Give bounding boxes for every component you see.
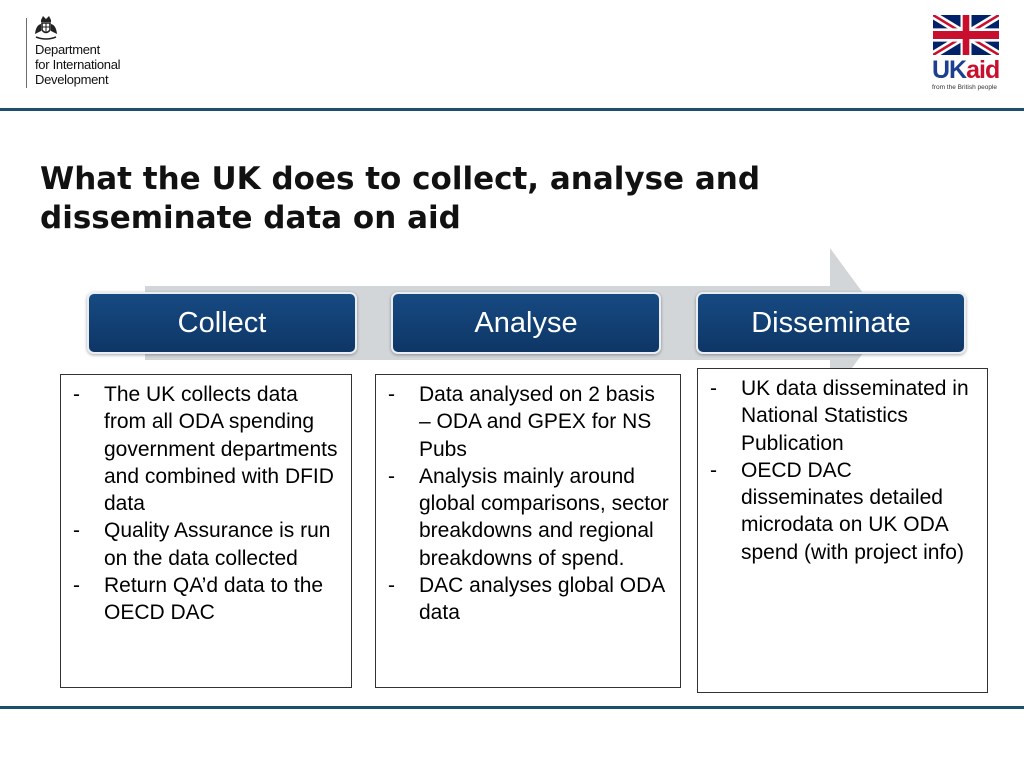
stage-collect: Collect: [87, 292, 357, 354]
bullet-item: - Return QA’d data to the OECD DAC: [71, 572, 343, 627]
footer-divider: [0, 706, 1024, 709]
slide-title-line-2: disseminate data on aid: [40, 200, 461, 236]
ukaid-tagline: from the British people: [932, 84, 998, 91]
collect-details: [60, 374, 352, 688]
bullet-item: - OECD DAC disseminates detailed microdata on UK ODA spend (with project info): [708, 457, 979, 566]
bullet-item: - Quality Assurance is run on the data collected: [71, 517, 343, 572]
stage-disseminate: Disseminate: [696, 292, 966, 354]
slide-title-line-1: What the UK does to collect, analyse and: [40, 161, 761, 197]
dfid-logo: [26, 14, 166, 94]
royal-crest-icon: [32, 14, 60, 42]
disseminate-bullet-list: [708, 375, 979, 566]
analyse-bullet-list: [386, 381, 672, 627]
bullet-item: - The UK collects data from all ODA spending government departments and combined with DFID data: [71, 381, 343, 517]
ukaid-wordmark-aid: aid: [966, 56, 1000, 84]
disseminate-details: [697, 368, 988, 693]
slide-title: [40, 160, 860, 238]
header-divider: [0, 108, 1024, 111]
dfid-logo-divider: [26, 18, 27, 88]
ukaid-wordmark: [932, 55, 999, 85]
ukaid-wordmark-uk: UK: [932, 56, 967, 84]
bullet-item: - UK data disseminated in National Statistics Publication: [708, 375, 979, 457]
bullet-item: - DAC analyses global ODA data: [386, 572, 672, 627]
dfid-wordmark: [35, 42, 120, 87]
analyse-details: [375, 374, 681, 688]
bullet-item: - Analysis mainly around global comparisons, sector breakdowns and regional breakdowns of spend.: [386, 463, 672, 572]
collect-bullet-list: [71, 381, 343, 627]
stage-analyse: Analyse: [391, 292, 661, 354]
bullet-item: - Data analysed on 2 basis – ODA and GPEX for NS Pubs: [386, 381, 672, 463]
dfid-wordmark-line: Development: [35, 72, 109, 87]
ukaid-logo: [930, 15, 1002, 95]
union-flag-icon: [933, 15, 999, 55]
dfid-wordmark-line: for International: [35, 57, 121, 72]
dfid-wordmark-line: Department: [35, 42, 100, 57]
